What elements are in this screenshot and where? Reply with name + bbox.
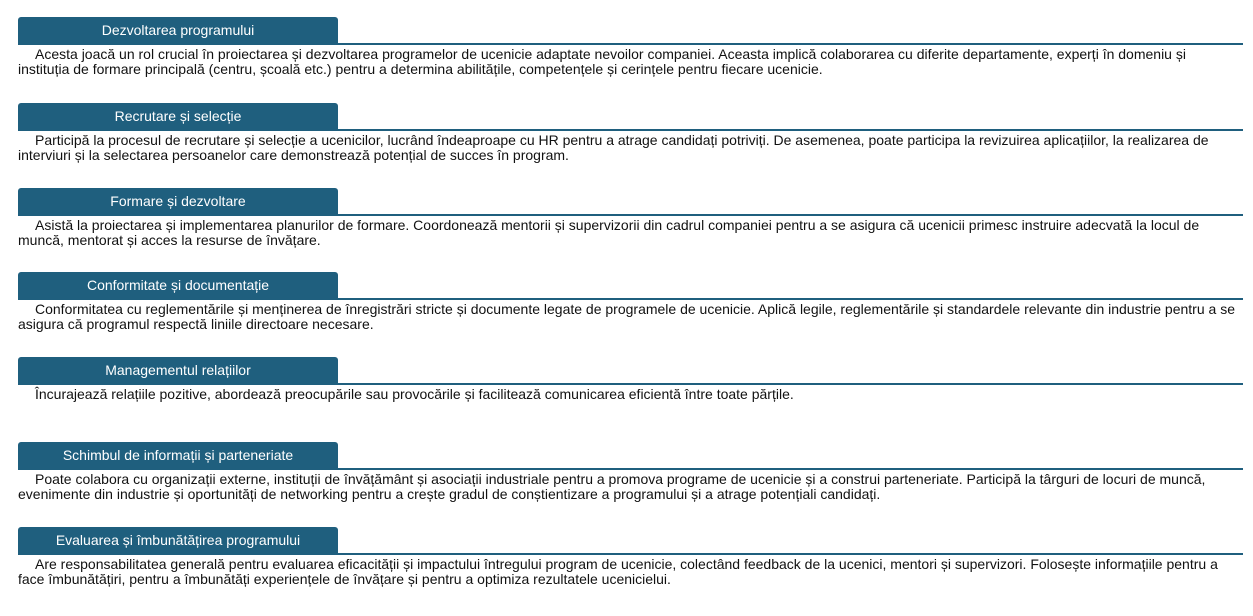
section-description: Acesta joacă un rol crucial în proiectarea și dezvoltarea programelor de ucenicie adaptate nevoilor companiei. Aceasta implică colaborarea cu diferite departamente, experți în domeniu și instituția de formare principală (centru, școală etc.) pentru a determina abilitățile, competențele și cerințele pentru fiecare ucenicie. [18,46,1186,77]
section-description: Încurajează relațiile pozitive, abordează preocupările sau provocările și facilitează comunicarea eficientă între toate părțile. [35,386,794,402]
section-title: Managementul relațiilor [18,357,338,383]
header-rule [18,468,1243,470]
header-rule [18,129,1243,131]
section-description: Asistă la proiectarea și implementarea planurilor de formare. Coordonează mentorii și supervizorii din cadrul companiei pentru a se asigura că ucenicii primesc instruire adecvată la locul de muncă, mentorat și acces la resurse de învățare. [18,217,1200,248]
header-rule [18,43,1243,45]
section-title: Conformitate și documentație [18,272,338,298]
header-rule [18,214,1243,216]
header-rule [18,553,1243,555]
section-description: Conformitatea cu reglementările și menținerea de înregistrări stricte și documente legate de programele de ucenicie. Aplică legile, reglementările și standardele relevante din industrie pentru a se asigura că programul respectă liniile directoare necesare. [18,301,1235,332]
header-rule [18,298,1243,300]
section-description: Participă la procesul de recrutare și selecție a ucenicilor, lucrând îndeaproape cu HR pentru a atrage candidați potriviți. De asemenea, poate participa la revizuirea aplicațiilor, la realizarea de interviuri și la selectarea persoanelor care demonstrează potențial de succes în program. [18,132,1209,163]
section-title: Dezvoltarea programului [18,17,338,43]
section-title: Schimbul de informații și parteneriate [18,442,338,468]
header-rule [18,383,1243,385]
section-title: Formare și dezvoltare [18,188,338,214]
section-description: Are responsabilitatea generală pentru evaluarea eficacității și impactului întregului program de ucenicie, colectând feedback de la ucenici, mentori și supervizori. Folosește informațiile pentru a face îmbunătățiri, pentru a îmbunătăți experiențele de învățare și pentru a optimiza rezultatele ucenicielui. [18,556,1218,587]
section-title: Evaluarea și îmbunătățirea programului [18,527,338,553]
section-title: Recrutare și selecție [18,103,338,129]
section-description: Poate colabora cu organizații externe, instituții de învățământ și asociații industriale pentru a promova programe de ucenicie și a construi parteneriate. Participă la târguri de locuri de muncă, evenimente din industrie și oportunități de networking pentru a crește gradul de conștientizare a programului și a atrage potențiali candidați. [18,471,1206,502]
